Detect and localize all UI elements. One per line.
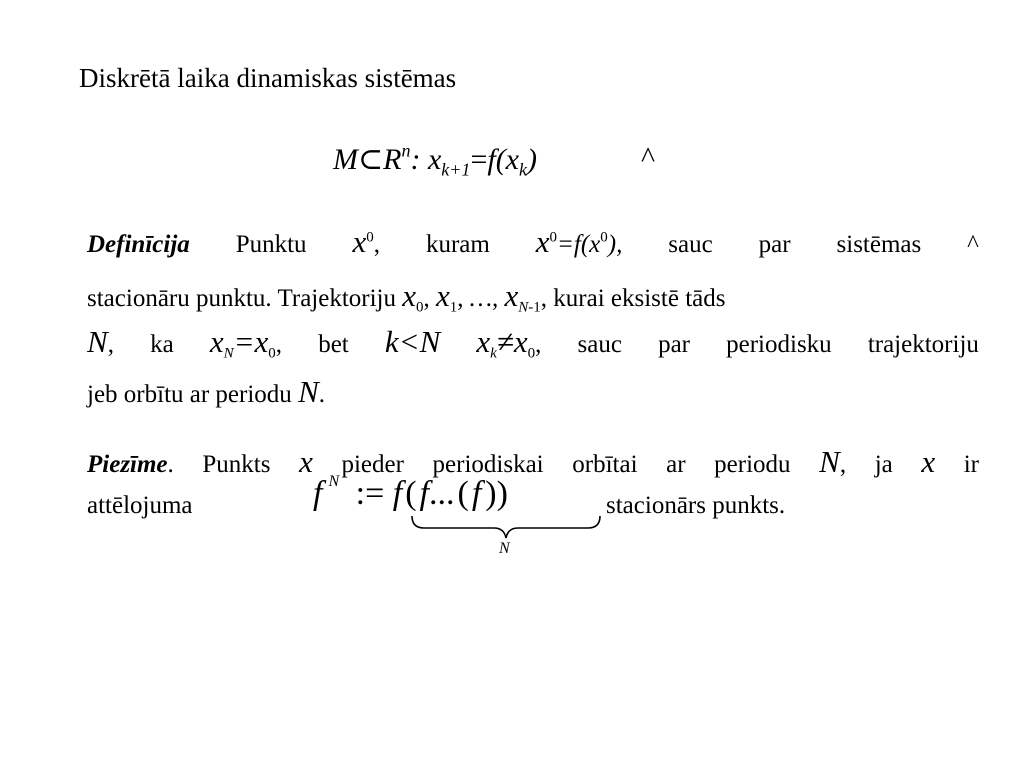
def-l2-x0: x xyxy=(402,278,417,313)
note-x2: x xyxy=(921,444,936,479)
def-l3-eq: =x xyxy=(233,324,269,359)
eq-f-open: f(x xyxy=(487,143,519,176)
def-x0 xyxy=(353,222,381,265)
eq-close: ) xyxy=(527,143,537,176)
note-periodiskai: periodiskai xyxy=(432,451,544,478)
def-word-kuram: kuram xyxy=(425,231,490,258)
eq-subset: ⊂ xyxy=(358,143,384,176)
iterate-formula xyxy=(313,472,508,516)
note-N-wrap xyxy=(819,442,846,485)
eq-equals: = xyxy=(470,143,488,176)
note-punkts: Punkts xyxy=(202,451,271,478)
note-line-2-right: stacionārs punkts. xyxy=(606,492,786,519)
definition-line-4 xyxy=(87,372,979,415)
eq-M: M xyxy=(333,143,358,176)
def-l3-N2: N xyxy=(419,324,441,359)
def-word-punktu: Punktu xyxy=(235,231,307,258)
def-l3-par: par xyxy=(658,331,690,358)
def-l3-lt: < xyxy=(398,324,420,359)
note-label: Piezīme xyxy=(87,451,168,478)
def-l2-c2: , xyxy=(457,285,464,312)
def-l2-s0: 0 xyxy=(416,299,424,316)
eq-k-plus-1-sub: k+1 xyxy=(441,159,471,180)
formula-dots: ... xyxy=(428,475,455,512)
note-ir: ir xyxy=(963,451,979,478)
definition-line-1 xyxy=(87,222,979,265)
def-comma: , xyxy=(373,231,381,258)
def-fixed-point-eq xyxy=(536,222,623,265)
def-l3-s0b: 0 xyxy=(527,345,536,362)
note-x: x xyxy=(299,444,313,479)
def-l3-c: , xyxy=(107,331,114,358)
def-x2-sup: 0 xyxy=(549,229,558,246)
note-pieder: pieder xyxy=(341,451,404,478)
def-l3-bet: bet xyxy=(318,331,349,358)
def-eq-f: =f(x xyxy=(557,231,601,258)
def-l3-s0: 0 xyxy=(268,345,276,362)
def-word-sistemas: sistēmas xyxy=(836,231,922,258)
def-l2-dots: …, xyxy=(469,285,499,312)
system-equation xyxy=(333,140,537,180)
note-dot: . xyxy=(167,451,174,478)
note-ar: ar xyxy=(666,451,686,478)
note-line-2-left: attēlojuma xyxy=(87,492,193,519)
eq-x: x xyxy=(427,143,442,176)
def-l2-xN: x xyxy=(504,278,519,313)
formula-p2: ( xyxy=(457,475,469,512)
def-l2-text1: stacionāru punktu. Trajektoriju xyxy=(87,285,396,312)
def-l3-sN: N xyxy=(223,345,234,362)
def-l3-xk-neq xyxy=(476,322,541,365)
formula-close: )) xyxy=(485,475,508,512)
def-l2-text2: , kurai eksistē tāds xyxy=(540,285,726,312)
def-close-paren: ), xyxy=(607,231,623,258)
def-l3-k-lt-N xyxy=(385,322,440,365)
note-ja: ja xyxy=(874,451,893,478)
note-line-1 xyxy=(87,442,979,485)
def-x2: x xyxy=(535,224,550,259)
note-comma: , xyxy=(839,451,847,478)
slide-title: Diskrētā laika dinamiskas sistēmas xyxy=(79,63,457,93)
note-orbitai: orbītai xyxy=(572,451,638,478)
def-l3-c2: , xyxy=(275,331,283,358)
def-l3-N xyxy=(87,322,114,365)
def-l4-N: N xyxy=(298,374,319,409)
def-caret: ^ xyxy=(967,231,979,258)
formula-f1: f xyxy=(392,475,403,512)
def-l3-N-letter: N xyxy=(87,324,108,359)
underbrace-label: N xyxy=(499,540,510,557)
def-l4-text: jeb orbītu ar periodu xyxy=(87,381,292,408)
formula-f3: f xyxy=(471,475,482,512)
definition-line-3 xyxy=(87,322,979,365)
eq-n-sup: n xyxy=(401,140,411,161)
def-l3-c3: , xyxy=(535,331,542,358)
formula-f2: f xyxy=(419,475,429,512)
def-l2-c1: , xyxy=(423,285,430,312)
def-l3-xN-eq xyxy=(210,322,282,365)
def-l3-periodisku: periodisku xyxy=(726,331,832,358)
definition-label: Definīcija xyxy=(87,231,190,258)
def-l2-x1: x xyxy=(436,278,450,313)
formula-N-sup: N xyxy=(328,473,340,490)
def-l2-s1: 1 xyxy=(449,299,458,316)
note-N: N xyxy=(819,444,840,479)
def-l2-sMinus1: -1 xyxy=(528,299,541,316)
def-x-sup: 0 xyxy=(366,229,374,246)
eq-R: R xyxy=(383,143,402,176)
def-l3-sauc: sauc xyxy=(577,331,622,358)
def-x: x xyxy=(352,224,367,259)
definition-line-2 xyxy=(87,276,979,319)
formula-assign: := xyxy=(355,475,385,512)
underbrace xyxy=(410,514,602,540)
def-l3-sk: k xyxy=(490,345,497,362)
eq-k-sub: k xyxy=(519,159,527,180)
def-l3-trajektoriju: trajektoriju xyxy=(867,331,979,358)
def-x3-sup: 0 xyxy=(600,229,608,246)
caret-symbol: ^ xyxy=(641,141,656,174)
def-l4-end: . xyxy=(318,381,325,408)
formula-f: f xyxy=(313,475,323,512)
def-l3-xk: x xyxy=(476,324,491,359)
note-label-wrap xyxy=(87,445,174,485)
def-word-sauc: sauc xyxy=(668,231,713,258)
def-l3-x: x xyxy=(209,324,224,359)
eq-colon: : xyxy=(410,143,421,176)
def-l3-neq: ≠x xyxy=(496,324,528,359)
formula-p1: ( xyxy=(405,475,417,512)
note-periodu: periodu xyxy=(714,451,791,478)
def-word-par: par xyxy=(758,231,791,258)
def-l3-k: k xyxy=(384,324,399,359)
underbrace-path xyxy=(412,516,600,538)
def-l3-ka: ka xyxy=(150,331,174,358)
def-l2-sN: N xyxy=(518,299,529,316)
